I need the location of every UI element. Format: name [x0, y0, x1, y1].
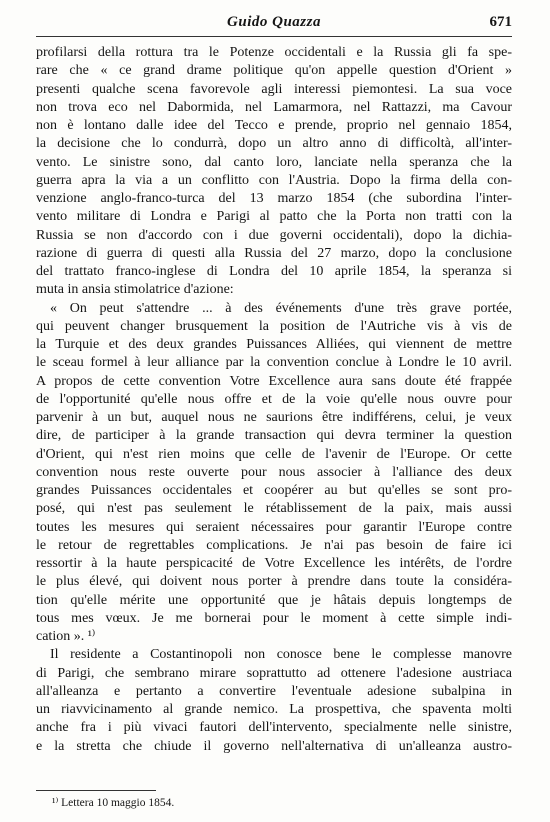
running-title: Guido Quazza [227, 14, 321, 30]
text-line: razione di guerra di questi alla Russia del 27 marzo, dopo la conclusione [36, 245, 512, 261]
text-line: profilarsi della rottura tra le Potenze occidentali e la Russia gli fa spe- [36, 45, 512, 60]
text-line: tion qu'elle mérite une opportunité que je hâtais depuis longtemps de [36, 592, 512, 608]
text-line: tous mes vœux. Je me bornerai pour le moment à cette simple indi- [36, 610, 512, 626]
text-line: cation ». ¹⁾ [36, 629, 96, 644]
footnote-rule [36, 790, 156, 791]
text-line: toutes les mesures qui seraient nécessaires pour garantir l'Europe contre [36, 519, 512, 535]
text-line: non è lontano dalle idee del Tecco e prende, proprio nel gennaio 1854, [36, 118, 512, 133]
text-line: de l'opportunité qu'elle nous offre et de la voie qu'elle nous ouvre pour [36, 391, 512, 407]
text-line: qui peuvent changer brusquement la position de l'Autriche vis à vis de [36, 318, 512, 334]
text-line: Russia se non d'accordo con i due governi occidentali), dopo la dichia- [36, 227, 512, 243]
text-line: muta in ansia stimolatrice d'azione: [36, 282, 234, 298]
text-line: convention nous reste ouverte pour nous associer à l'alliance des deux [36, 464, 512, 480]
text-line: d'Orient, qui n'est rien moins que celle de l'avenir de l'Europe. Or cette [36, 446, 512, 462]
text-line: la Turquie et des deux grandes Puissances Alliées, qui viennent de mettre [36, 337, 512, 352]
text-line: posé, qui n'est pas seulement le rétablissement de la paix, mais aussi [36, 501, 512, 517]
text-line: anche fra i più vivaci fautori dell'intervento, specialmente nelle sinistre, [36, 720, 512, 736]
text-line: dire, de participer à la grande transaction qui devra terminer la question [36, 428, 512, 444]
text-line: le plus élevé, qui doivent nous porter à prendre dans toute la considéra- [36, 574, 512, 590]
text-line: vento militare di Londra e Parigi al patto che la Porta non tratti con la [36, 209, 512, 225]
text-line: rare che « ce grand drame politique qu'on appelle question d'Orient » [36, 63, 512, 79]
text-line: Il residente a Costantinopoli non conosce bene le complesse manovre [50, 647, 512, 663]
text-line: grandes Puissances occidentales et coopérer au but qu'elles se sont pro- [36, 483, 512, 498]
text-line: all'alleanza e pertanto a convertire l'eventuale adesione subalpina in [36, 683, 512, 699]
text-line: non trova eco nel Dabormida, nel Lamarmora, nel Rattazzi, ma Cavour [36, 99, 512, 115]
text-line: la decisione che lo condurrà, dopo un altro anno di difficoltà, all'inter- [36, 136, 512, 152]
text-line: guerra apra la via a un conflitto con l'Austria. Dopo la firma della con- [36, 172, 512, 188]
text-line: parvenir à un but, auquel nous ne saurions être indifférens, celui, je veux [36, 410, 512, 425]
text-line: e la stretta che chiude il governo nell'alternativa di un'alleanza austro- [36, 738, 512, 754]
text-line: un riavvicinamento al grande nemico. La prospettiva, che spaventa molti [36, 702, 512, 717]
text-line: A propos de cette convention Votre Excellence aura sans doute été frappée [36, 373, 512, 389]
text-line: ressortir à la haute perspicacité de Votre Excellence les intérêts, de l'ordre [36, 556, 512, 571]
text-line: « On peut s'attendre ... à des événements d'une très grave portée, [50, 300, 512, 316]
text-line: presenti qualche scena favorevole agli interessi piemontesi. La sua voce [36, 81, 512, 97]
text-line: le sceau formel à leur alliance par la convention conclue à Londre le 10 avril. [36, 355, 512, 371]
page-number: 671 [489, 14, 512, 30]
body-text [36, 44, 512, 756]
text-line: vento. Le sinistre sono, dal canto loro, lanciate nella speranza che la [36, 154, 512, 170]
footnote: ¹⁾ Lettera 10 maggio 1854. [52, 797, 175, 809]
page-header [36, 12, 512, 37]
text-line: del trattato franco-inglese di Londra del 10 aprile 1854, la speranza si [36, 264, 512, 279]
text-line: le retour de regrettables complications. Je n'ai pas besoin de faire ici [36, 537, 512, 553]
text-line: di Parigi, che sembrano mirare soprattutto ad ottenere l'adesione austriaca [36, 665, 512, 681]
text-line: venzione anglo-franco-turca del 13 marzo 1854 (che subordina l'inter- [36, 191, 512, 206]
